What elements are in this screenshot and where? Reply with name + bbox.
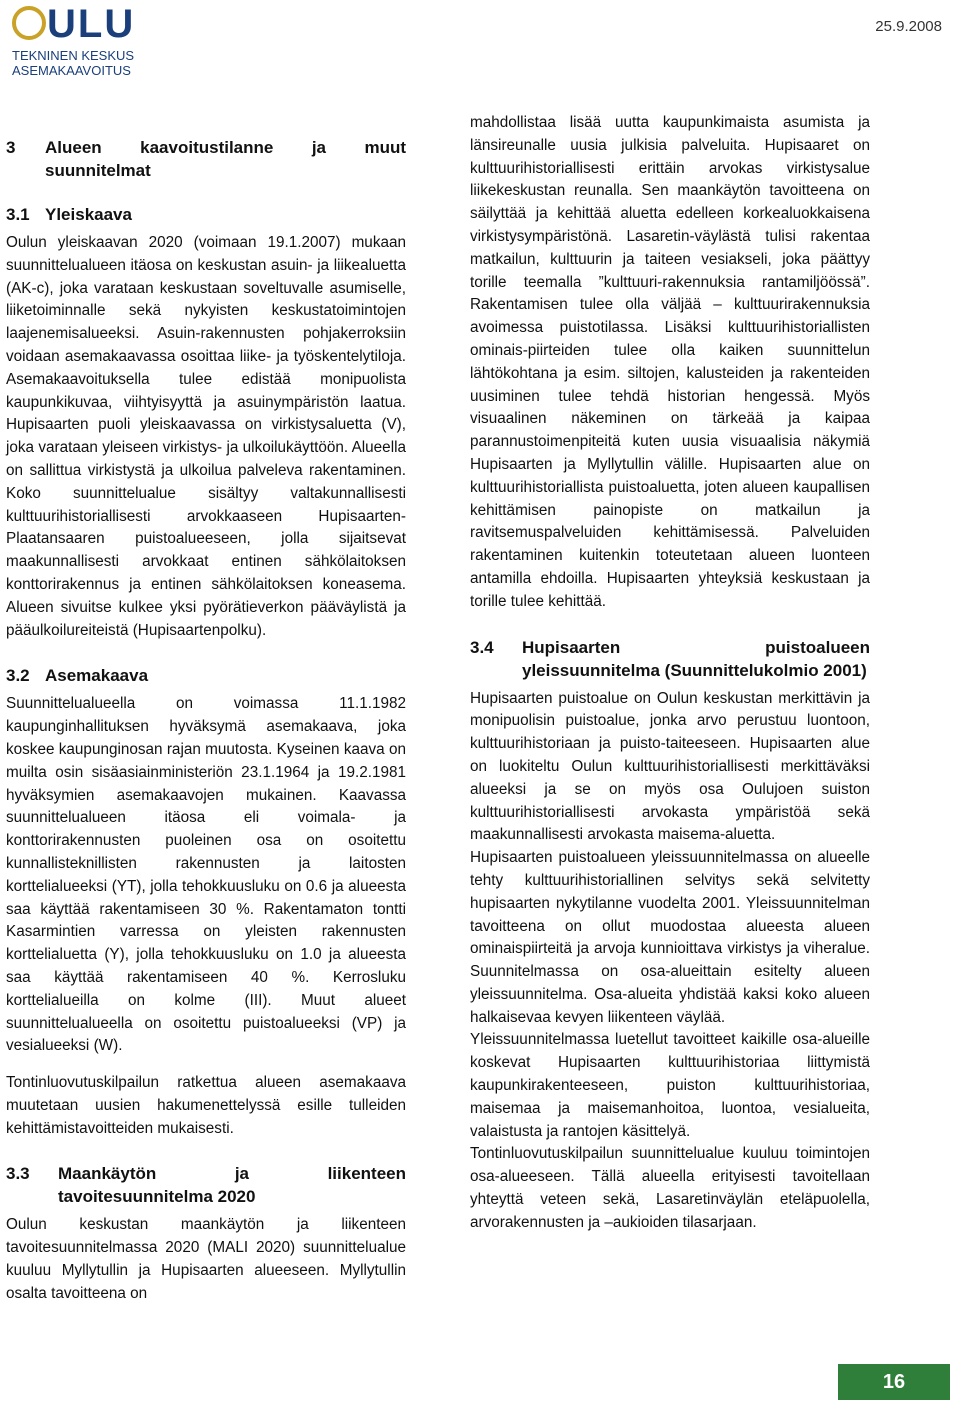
- section-number: 3.2: [6, 666, 30, 686]
- section-3-2-heading: [6, 664, 406, 687]
- paragraph-mali-continued: mahdollistaa lisää uutta kaupunkimaista asumista ja länsireunalle uusia julkisia palveluita. Hupisaaret on kulttuurihistoriallisesti erittäin arvokas virkistysalue liikekeskustan reunalla. Sen maankäytön tavoitteena on säilyttää ja kehittää aluetta edelleen korkealuokkaisena virkistysympäristönä. Lasaretin-väylästä tulisi rakentaa matkailun, kulttuurin ja taiteen vesiakseli, joka päättyy torille teemalla ”kulttuuri-rakennuksia rantamiljöössä”. Rakentamisen tulee olla väljää – kulttuurirakennuksia avoimessa puistotilassa. Lisäksi kulttuurihistoriallisten ominais-piirteiden tulee olla kaiken suunnittelun lähtökohtana ja esim. siltojen, kalusteiden ja rakenteiden uusiminen tulee tehdä historian hengessä. Myös visuaalinen näkeminen on tärkeää ja kaipaa parannustoimenpiteitä kuten uusia visuaalisia näkymiä Hupisaarten ja Myllytullin välille. Hupisaarten alue on kulttuurihistoriallista puistoaluetta, joten alueen kaupallisen kehittämisen painopiste on matkailun ja ravitsemuspalveluiden kehittämisessä. Palveluiden rakentaminen kuitenkin toteutetaan alueen luonteen antamilla ehdoilla. Hupisaarten yhteyksiä keskustaan ja torille tulee kehittää.: [470, 114, 870, 610]
- paragraph-toiminnot: Tontinluovutuskilpailun suunnittelualue kuuluu toimintojen osa-alueeseen. Tällä alueella erityisesti tavoitellaan yhteyttä veteen sekä, Lasaretinväylän eteläpuolella, arvorakennusten ja –aukioiden tilasarjaan.: [470, 1145, 870, 1231]
- left-column: [6, 136, 406, 1306]
- section-number: 3.1: [6, 205, 30, 224]
- department-line1: TEKNINEN KESKUS: [12, 48, 135, 63]
- section-3-3-heading: [6, 1162, 406, 1208]
- paragraph-asemakaava: Suunnittelualueella on voimassa 11.1.1982 kaupunginhallituksen hyväksymä asemakaava, joka koskee kaupunginosan rajan muutosta. Kyseinen kaava on muilta osin sisäasiainministeriön 23.1.1964 ja 19.2.1981 hyväksymien asemakaavojen mukainen. Kaavassa suunnittelualueen itäosa eli voimala- ja konttorirakennusten puoleinen osa on osoitettu kunnallisteknillisten rakennusten ja laitosten korttelialueeksi (YT), jolla tehokkuusluku on 0.6 ja alueesta saa käyttää rakentamiseen 30 %. Rakentamaton tontti Kasarmintien varressa on yleisten rakennusten korttelialuetta (Y), jolla tehokkuusluku on 1.0 ja alueesta saa käyttää rakentamiseen 40 %. Kerrosluku korttelialueilla on kolme (III). Muut alueet suunnittelualueella on osoitettu puistoalueeksi (VP) ja vesialueeksi (W).: [6, 695, 406, 1055]
- section-title: Asemakaava: [45, 666, 149, 686]
- section-number: 3: [6, 138, 16, 157]
- paragraph-tontinluovutus: Tontinluovutuskilpailun ratkettua alueen asemakaava muutetaan uusien hakumenettelyssä esille tulleiden kehittämistavoitteiden mukaisesti.: [6, 1074, 406, 1137]
- section-3-heading: [6, 136, 406, 182]
- section-3-4-heading: [470, 636, 870, 682]
- oulu-logo: [12, 2, 136, 78]
- page-number-badge: 16: [838, 1364, 950, 1400]
- logo-wordmark: ULU: [12, 4, 135, 44]
- logo-ring-icon: [12, 6, 46, 40]
- department-label: [12, 48, 134, 78]
- paragraph-puistoalue: Hupisaarten puistoalue on Oulun keskustan merkittävin ja monipuolisin puistoalue, jonka arvo perustuu luontoon, kulttuurihistoriaan ja puisto-taiteeseen. Hupisaarten alue on luokiteltu Oulun kulttuurihistoriallisesti merkittäväksi alueeksi ja se on myös osa Oulujoen suiston kulttuurihistoriallisesti arvokasta ympäristöä sekä maakunnallisesti arvokasta maisema-aluetta.: [470, 689, 870, 844]
- department-line2: ASEMAKAAVOITUS: [12, 63, 131, 78]
- section-title: Alueen kaavoitustilanne ja muut suunnitelmat: [45, 138, 406, 180]
- paragraph-yleissuunnitelma: Hupisaarten puistoalueen yleissuunnitelmassa on alueelle tehty kulttuurihistoriallinen selvitys sekä selvitetty hupisaarten nykytilanne vuodelta 2001. Yleissuunnitelman tavoitteena on ollut muodostaa alueesta alueen ominaispiirteitä ja arvoja kunnioittava virkistys ja viheralue. Suunnitelmassa on osa-alueittain esitelty alueen yleissuunnitelma. Osa-alueita yhdistää kaksi koko alueen halkaisevaa kevyen liikenteen väylää.: [470, 849, 870, 1026]
- right-column: [470, 112, 870, 1235]
- section-title: Yleiskaava: [45, 205, 132, 224]
- section-title: Maankäytön ja liikenteen tavoitesuunnitelma 2020: [58, 1164, 406, 1207]
- paragraph-mali: Oulun keskustan maankäytön ja liikenteen tavoitesuunnitelmassa 2020 (MALI 2020) suunnittelualue kuuluu Myllytullin ja Hupisaarten alueeseen. Myllytullin osalta tavoitteena on: [6, 1216, 406, 1302]
- document-date: 25.9.2008: [875, 18, 942, 35]
- section-number: 3.3: [6, 1164, 30, 1184]
- paragraph-yleiskaava: Oulun yleiskaavan 2020 (voimaan 19.1.2007) mukaan suunnittelualueen itäosa on keskustan asuin- ja liikealuetta (AK-c), joka varataan keskustaan soveltuvalle asumiselle, liiketoiminnalle sekä nykyisten keskustatoimintojen laajenemisalueeksi. Asuin-rakennusten pohjakerroksiin voidaan asemakaavassa osoittaa liike- ja työskentelytiloja. Asemakaavoituksella tulee edistää monipuolista kaupunkikuvaa, viihtyisyyttä ja asuinympäristön laatua. Hupisaarten puoli yleiskaavassa on virkistysaluetta (V), joka varataan yleiseen virkistys- ja ulkoilukäyttöön. Alueella on sallittua virkistystä ja ulkoilua palveleva rakentaminen. Koko suunnittelualue sisältyy valtakunnallisesti kulttuurihistoriallisesti arvokkaaseen Hupisaarten-Plaatansaaren puistoalueeseen, jolla sijaitsevat maakunnallisesti arvokkaat entinen sähkölaitoksen konttorirakennus ja entinen sähkölaitoksen koneasema. Alueen sivuitse kulkee yksi pyörätieverkon pääväylistä ja pääulkoilureiteistä (Hupisaartenpolku).: [6, 234, 406, 639]
- paragraph-tavoitteet: Yleissuunnitelmassa luetellut tavoitteet kaikille osa-alueille koskevat Hupisaarten kulttuurihistoriaa liittymistä kaupunkirakenteeseen, puiston kulttuurihistoriaa, maisemaa ja maisemanhoitoa, luontoa, vesialueita, valaistusta ja rantojen käsittelyä.: [470, 1031, 870, 1140]
- section-3-1-heading: [6, 203, 406, 226]
- section-title: Hupisaarten puistoalueen yleissuunnitelma (Suunnittelukolmio 2001): [522, 637, 870, 680]
- section-number: 3.4: [470, 637, 494, 657]
- page-header: [0, 0, 960, 80]
